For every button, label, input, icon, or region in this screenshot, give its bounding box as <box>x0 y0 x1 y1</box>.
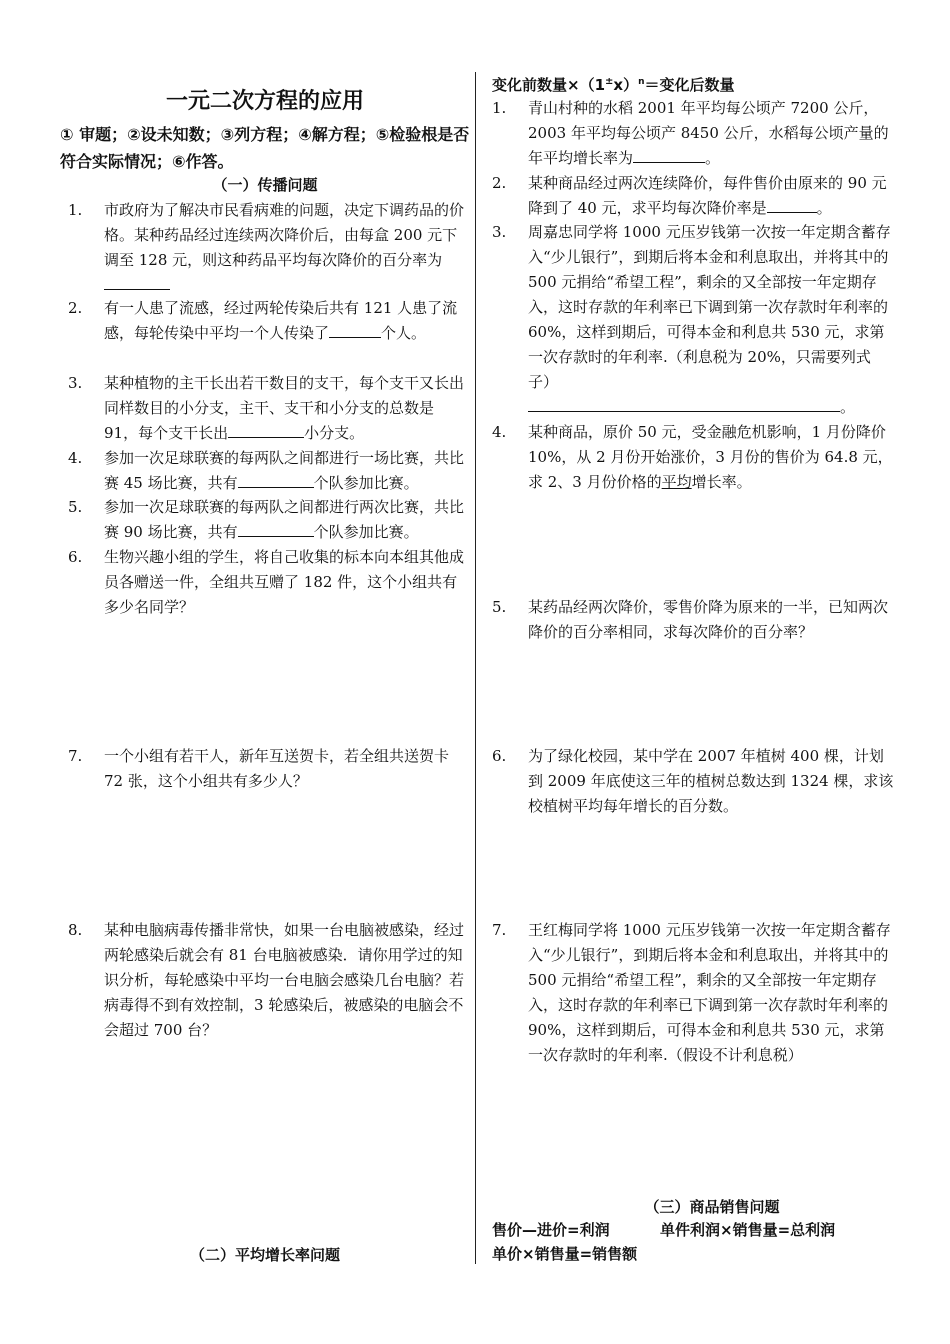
answer-blank[interactable] <box>767 212 817 213</box>
problem-2-7 <box>492 918 894 1068</box>
problem-1-3 <box>68 371 466 446</box>
problem-1-2 <box>68 296 466 346</box>
answer-blank[interactable] <box>228 437 304 438</box>
problem-text: 市政府为了解决市民看病难的问题，决定下调药品的价格。某种药品经过连续两次降价后，由每盒 200 元下调至 128 元，则这种药品平均每次降价的百分率为 <box>104 201 465 269</box>
problem-text: 参加一次足球联赛的每两队之间都进行两次比赛，共比赛 90 场比赛，共有 <box>104 498 465 541</box>
problem-text: 青山村种的水稻 2001 年平均每公顷产 7200 公斤，2003 年平均每公顷产 8450 公斤，水稻每公顷产量的年平均增长率为 <box>528 99 889 167</box>
problem-number: 1. <box>68 201 83 219</box>
problem-number: 1. <box>492 99 507 117</box>
section-heading-sales: （三）商品销售问题 <box>644 1198 780 1216</box>
problem-number: 6. <box>492 747 507 765</box>
sales-amount-formula: 单价×销售量=销售额 <box>492 1245 638 1263</box>
answer-blank[interactable] <box>238 487 314 488</box>
answer-blank[interactable] <box>238 536 314 537</box>
problem-number: 8. <box>68 921 83 939</box>
section-heading-growth: （二）平均增长率问题 <box>189 1246 340 1264</box>
problem-2-6 <box>492 744 894 819</box>
formula-part: 变化前数量×（1 <box>492 76 606 94</box>
problem-text-tail: 个队参加比赛。 <box>313 474 419 492</box>
growth-formula <box>492 74 932 95</box>
problem-text: 有一人患了流感，经过两轮传染后共有 121 人患了流感，每轮传染中平均一个人传染了 <box>104 299 458 342</box>
problem-1-4 <box>68 446 466 496</box>
problem-number: 7. <box>68 747 83 765</box>
problem-2-5 <box>492 595 894 645</box>
problem-text-tail: 。 <box>840 398 856 416</box>
problem-text: 参加一次足球联赛的每两队之间都进行一场比赛，共比赛 45 场比赛，共有 <box>104 449 465 492</box>
section-heading-spread: （一）传播问题 <box>212 176 318 194</box>
problem-text: 为了绿化校园，某中学在 2007 年植树 400 棵，计划到 2009 年底使这三年的植树总数达到 1324 棵，求该校植树平均每年增长的百分数。 <box>528 747 894 815</box>
problem-1-5 <box>68 495 466 545</box>
problem-1-8 <box>68 918 466 1043</box>
problem-2-1 <box>492 96 894 171</box>
problem-number: 7. <box>492 921 507 939</box>
problem-number: 4. <box>68 449 83 467</box>
problem-1-1 <box>68 198 466 298</box>
problem-text-tail: 个人。 <box>381 324 427 342</box>
problem-text-tail: 个队参加比赛。 <box>313 523 419 541</box>
profit-formula: 售价—进价=利润 <box>492 1221 610 1239</box>
formula-exponent: n <box>638 77 645 87</box>
problem-text-tail: 小分支。 <box>304 424 365 442</box>
problem-number: 2. <box>492 174 507 192</box>
problem-number: 2. <box>68 299 83 317</box>
formula-part: ＝变化后数量 <box>644 76 735 94</box>
formula-part: x） <box>613 76 639 94</box>
problem-number: 3. <box>492 223 507 241</box>
problem-text: 王红梅同学将 1000 元压岁钱第一次按一年定期含蓄存入“少儿银行”，到期后将本金和利息取出，并将其中的 500 元捐给“希望工程”，剩余的又全部按一年定期存入，这时存款的年利率已下调到第一次存款时年利率的 90%，这样到期后，可得本金和利息共 530 元，求第一次存款时的年利率.（假设不计利息税） <box>528 921 891 1064</box>
problem-text: 某种商品，原价 50 元，受金融危机影响，1 月份降价 10%，从 2 月份开始涨价，3 月份的售价为 64.8 元，求 2、3 月份价格的 <box>528 423 893 491</box>
problem-number: 5. <box>68 498 83 516</box>
problem-2-3 <box>492 220 894 420</box>
problem-text: 周嘉忠同学将 1000 元压岁钱第一次按一年定期含蓄存入“少儿银行”，到期后将本金和利息取出，并将其中的 500 元捐给“希望工程”，剩余的又全部按一年定期存入，这时存款的年利率已下调到第一次存款时年利率的 60%，这样到期后，可得本金和利息共 530 元，求第一次存款时的年利率.（利息税为 20%，只需要列式子） <box>528 223 891 391</box>
problem-number: 3. <box>68 374 83 392</box>
problem-text: 某药品经两次降价，零售价降为原来的一半，已知两次降价的百分率相同，求每次降价的百分率？ <box>528 598 889 641</box>
problem-2-2 <box>492 171 894 221</box>
page-title: 一元二次方程的应用 <box>165 89 364 114</box>
column-divider <box>475 72 476 1264</box>
problem-text-tail: 。 <box>816 199 832 217</box>
problem-text-tail: 。 <box>705 149 721 167</box>
answer-blank[interactable] <box>104 289 170 290</box>
problem-text: 一个小组有若干人，新年互送贺卡，若全组共送贺卡 72 张，这个小组共有多少人？ <box>104 747 450 790</box>
formula-plus-minus: ± <box>605 76 614 87</box>
problem-1-6 <box>68 545 466 620</box>
problem-text: 生物兴趣小组的学生，将自己收集的标本向本组其他成员各赠送一件，全组共互赠了 182 件，这个小组共有多少名同学？ <box>104 548 465 616</box>
problem-text: 某种电脑病毒传播非常快，如果一台电脑被感染，经过两轮感染后就会有 81 台电脑被感染．请你用学过的知识分析，每轮感染中平均一台电脑会感染几台电脑？若病毒得不到有效控制，3 轮感染后，被感染的电脑会不会超过 700 台？ <box>104 921 465 1039</box>
problem-text: 某种植物的主干长出若干数目的支干，每个支干又长出同样数目的小分支，主干、支干和小分支的总数是 91，每个支干长出 <box>104 374 465 442</box>
problem-number: 6. <box>68 548 83 566</box>
underlined-word: 平均 <box>661 473 692 491</box>
answer-blank[interactable] <box>329 337 381 338</box>
solution-steps: ① 审题；②设未知数；③列方程；④解方程；⑤检验根是否符合实际情况；⑥作答。 <box>60 125 470 171</box>
problem-1-7 <box>68 744 466 794</box>
problem-number: 5. <box>492 598 507 616</box>
problem-text: 某种商品经过两次连续降价，每件售价由原来的 90 元降到了 40 元，求平均每次降价率是 <box>528 174 887 217</box>
total-profit-formula: 单件利润×销售量=总利润 <box>660 1221 836 1239</box>
answer-blank[interactable] <box>528 411 840 412</box>
problem-2-4 <box>492 420 894 495</box>
answer-blank[interactable] <box>633 162 705 163</box>
problem-number: 4. <box>492 423 507 441</box>
problem-text-tail: 增长率。 <box>691 473 752 491</box>
